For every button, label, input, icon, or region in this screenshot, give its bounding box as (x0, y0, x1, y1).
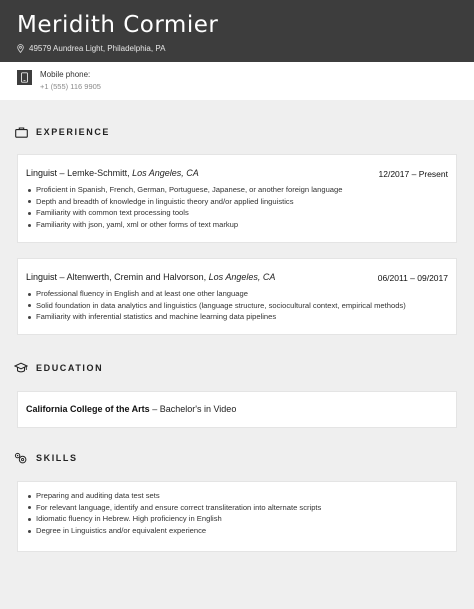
job-title-line (26, 272, 275, 282)
list-item: Familiarity with common text processing tools (26, 207, 342, 219)
list-item: Degree in Linguistics and/or equivalent experience (26, 525, 321, 537)
education-line (26, 404, 236, 414)
experience-title: EXPERIENCE (36, 127, 111, 137)
job-role: Linguist (26, 272, 58, 282)
list-item: Solid foundation in data analytics and linguistics (language structure, sociocultural context, empirical methods) (26, 300, 406, 312)
education-heading (13, 362, 103, 374)
gears-icon (13, 452, 29, 464)
job-location: Los Angeles, CA (208, 272, 276, 282)
degree-name: Bachelor's in Video (159, 404, 237, 414)
resume-header (0, 0, 474, 62)
list-item: For relevant language, identify and ensure correct transliteration into alternate scripts (26, 502, 321, 514)
job-company: Altenwerth, Cremin and Halvorson, (66, 272, 207, 282)
list-item: Idiomatic fluency in Hebrew. High proficiency in English (26, 513, 321, 525)
briefcase-icon (13, 126, 29, 138)
job-title-line (26, 168, 199, 178)
list-item: Proficient in Spanish, French, German, Portuguese, Japanese, or another foreign language (26, 184, 342, 196)
contact-bar (0, 62, 474, 100)
job-bullets (26, 288, 406, 323)
job-card-2 (17, 258, 457, 335)
education-title: EDUCATION (36, 363, 104, 373)
job-company: Lemke-Schmitt, (67, 168, 130, 178)
address-text: 49579 Aundrea Light, Philadelphia, PA (29, 44, 166, 53)
list-item: Preparing and auditing data test sets (26, 490, 321, 502)
job-dates: 06/2011 – 09/2017 (377, 273, 448, 283)
job-role: Linguist (26, 168, 58, 178)
education-card (17, 391, 457, 428)
list-item: Depth and breadth of knowledge in linguistic theory and/or applied linguistics (26, 196, 342, 208)
graduation-cap-icon (13, 362, 29, 374)
phone-number[interactable]: +1 (555) 116 9905 (40, 82, 101, 91)
edu-dash: – (152, 404, 160, 414)
skills-heading (13, 452, 78, 464)
address-line (17, 44, 165, 53)
job-card-1 (17, 154, 457, 243)
skills-card (17, 481, 457, 552)
title-dash: – (59, 168, 68, 178)
phone-label: Mobile phone: (40, 70, 91, 79)
location-pin-icon (17, 44, 24, 53)
list-item: Professional fluency in English and at least one other language (26, 288, 406, 300)
phone-icon (17, 70, 32, 85)
job-dates: 12/2017 – Present (378, 169, 448, 179)
school-name: California College of the Arts (26, 404, 150, 414)
title-dash: – (59, 272, 67, 282)
candidate-name: Meridith Cormier (17, 12, 219, 38)
job-bullets (26, 184, 342, 231)
job-location: Los Angeles, CA (132, 168, 199, 178)
list-item: Familiarity with inferential statistics and machine learning data pipelines (26, 311, 406, 323)
skills-list (26, 490, 321, 537)
list-item: Familiarity with json, yaml, xml or other forms of text markup (26, 219, 342, 231)
skills-title: SKILLS (36, 453, 78, 463)
experience-heading (13, 126, 110, 138)
